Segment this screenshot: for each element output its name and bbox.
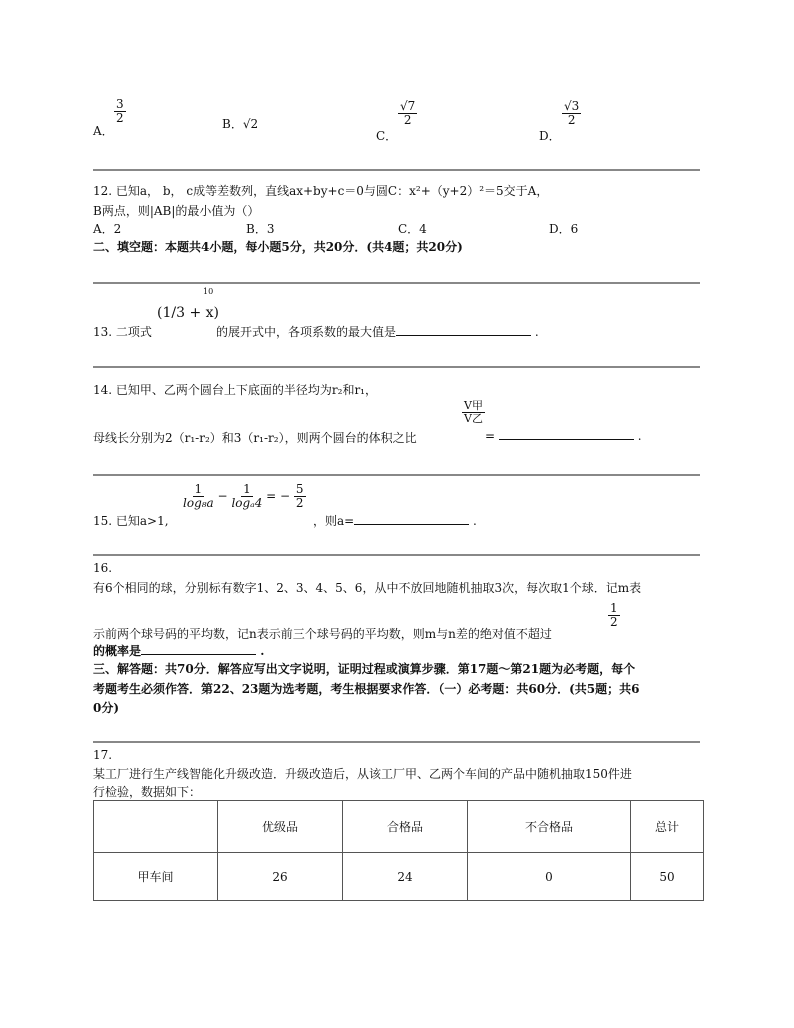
q15-prefix: 15. 已知a>1, — [93, 514, 169, 528]
q15-answer — [313, 512, 477, 529]
q15-question: ，则a= — [313, 514, 355, 528]
q15-answer-blank[interactable] — [354, 514, 469, 525]
table-cell: 26 — [218, 853, 343, 901]
q14-text-line1: 14. 已知甲、乙两个圆台上下底面的半径均为r₂和r₁， — [93, 383, 377, 397]
numerator: 1 — [243, 482, 251, 496]
numerator: V甲 — [464, 399, 483, 412]
header-cell — [94, 801, 218, 853]
header-cell: 总计 — [631, 801, 704, 853]
option-b-label: B． — [222, 117, 243, 131]
q12-option-c: C．4 — [398, 222, 427, 236]
option-c-fraction — [398, 100, 417, 127]
q14-volume-ratio — [462, 400, 485, 425]
header-cell: 合格品 — [343, 801, 468, 853]
q16-answer-blank[interactable] — [141, 644, 256, 655]
divider — [93, 282, 700, 284]
option-b — [222, 115, 258, 132]
table-cell: 24 — [343, 853, 468, 901]
numerator: 3 — [116, 97, 124, 111]
section-3-line3: 0分) — [93, 701, 120, 715]
q13-question: 的展开式中，各项系数的最大值是 — [216, 325, 397, 339]
q14-answer-blank[interactable] — [499, 429, 634, 440]
q12-text-line1: 12. 已知a， b， c成等差数列，直线ax+by+c＝0与圆C：x²+（y+2）²＝5交于A， — [93, 184, 549, 198]
option-d-label: D． — [539, 129, 561, 143]
header-cell: 不合格品 — [468, 801, 631, 853]
q17-number: 17. — [93, 748, 113, 762]
q12-option-a: A．2 — [93, 222, 122, 236]
q16-text-line3 — [93, 642, 264, 659]
numerator: √3 — [564, 99, 580, 113]
header-cell: 优级品 — [218, 801, 343, 853]
divider — [93, 474, 700, 476]
q15-equation — [183, 483, 306, 510]
divider — [93, 741, 700, 743]
q14-answer — [485, 429, 642, 443]
denominator: 2 — [116, 111, 124, 126]
q16-number: 16. — [93, 561, 113, 575]
q13-text — [216, 323, 539, 340]
row-label: 甲车间 — [94, 853, 218, 901]
denominator: log₈a — [183, 496, 214, 511]
denominator: 2 — [610, 615, 618, 630]
q13-prefix: 13. 二项式 — [93, 325, 152, 339]
table-cell: 0 — [468, 853, 631, 901]
divider — [93, 169, 700, 171]
q12-option-d: D．6 — [549, 222, 579, 236]
denominator: 2 — [567, 113, 576, 128]
data-table — [93, 800, 704, 901]
option-c-label: C． — [376, 129, 398, 143]
q13-exponent: 10 — [203, 287, 214, 296]
q12-text-line2: B两点，则|AB|的最小值为（） — [93, 204, 260, 218]
q12-option-b: B．3 — [246, 222, 275, 236]
q16-text-line1: 有6个相同的球，分别标有数字1、2、3、4、5、6，从中不放回地随机抽取3次，每次取1个球．记m表 — [93, 581, 642, 595]
option-a-fraction — [114, 98, 126, 125]
q13-expression: (1/3 + x) — [157, 305, 219, 321]
numerator: 1 — [610, 601, 618, 615]
q16-question: 的概率是 — [93, 644, 142, 658]
denominator: V乙 — [464, 412, 483, 426]
numerator: 5 — [295, 482, 304, 496]
section-3-line1: 三、解答题：共70分．解答应写出文字说明，证明过程或演算步骤．第17题～第21题为必考题，每个 — [93, 662, 636, 676]
option-b-value: √2 — [242, 117, 259, 131]
period: . — [637, 429, 642, 443]
section-2-heading: 二、填空题：本题共4小题，每小题5分，共20分．(共4题；共20分) — [93, 240, 463, 254]
table-header-row — [94, 801, 704, 853]
table-row — [94, 853, 704, 901]
section-3-line2: 考题考生必须作答．第22、23题为选考题，考生根据要求作答．（一）必考题：共60分．(共5题；共6 — [93, 682, 640, 696]
minus: − — [217, 489, 228, 504]
q16-text-line2: 示前两个球号码的平均数，记n表示前三个球号码的平均数，则m与n差的绝对值不超过 — [93, 627, 552, 641]
period: . — [534, 325, 539, 339]
q14-text-line2: 母线长分别为2（r₁-r₂）和3（r₁-r₂），则两个圆台的体积之比 — [93, 431, 417, 445]
q16-fraction — [608, 602, 620, 629]
q13-answer-blank[interactable] — [396, 325, 531, 336]
denominator: logₐ4 — [231, 496, 263, 511]
table-cell: 50 — [631, 853, 704, 901]
divider — [93, 554, 700, 556]
denominator: 2 — [403, 113, 412, 128]
divider — [93, 366, 700, 368]
denominator: 2 — [295, 496, 304, 511]
equals: = − — [266, 489, 291, 504]
option-d-fraction — [562, 100, 581, 127]
equals: = — [485, 429, 496, 443]
period: . — [260, 644, 265, 658]
q17-text-line2: 行检验，数据如下： — [93, 785, 202, 799]
numerator: 1 — [194, 482, 203, 496]
option-a-label: A． — [93, 124, 114, 138]
numerator: √7 — [400, 99, 416, 113]
period: . — [473, 514, 477, 528]
q17-text-line1: 某工厂进行生产线智能化升级改造．升级改造后，从该工厂甲、乙两个车间的产品中随机抽取150件进 — [93, 767, 632, 781]
